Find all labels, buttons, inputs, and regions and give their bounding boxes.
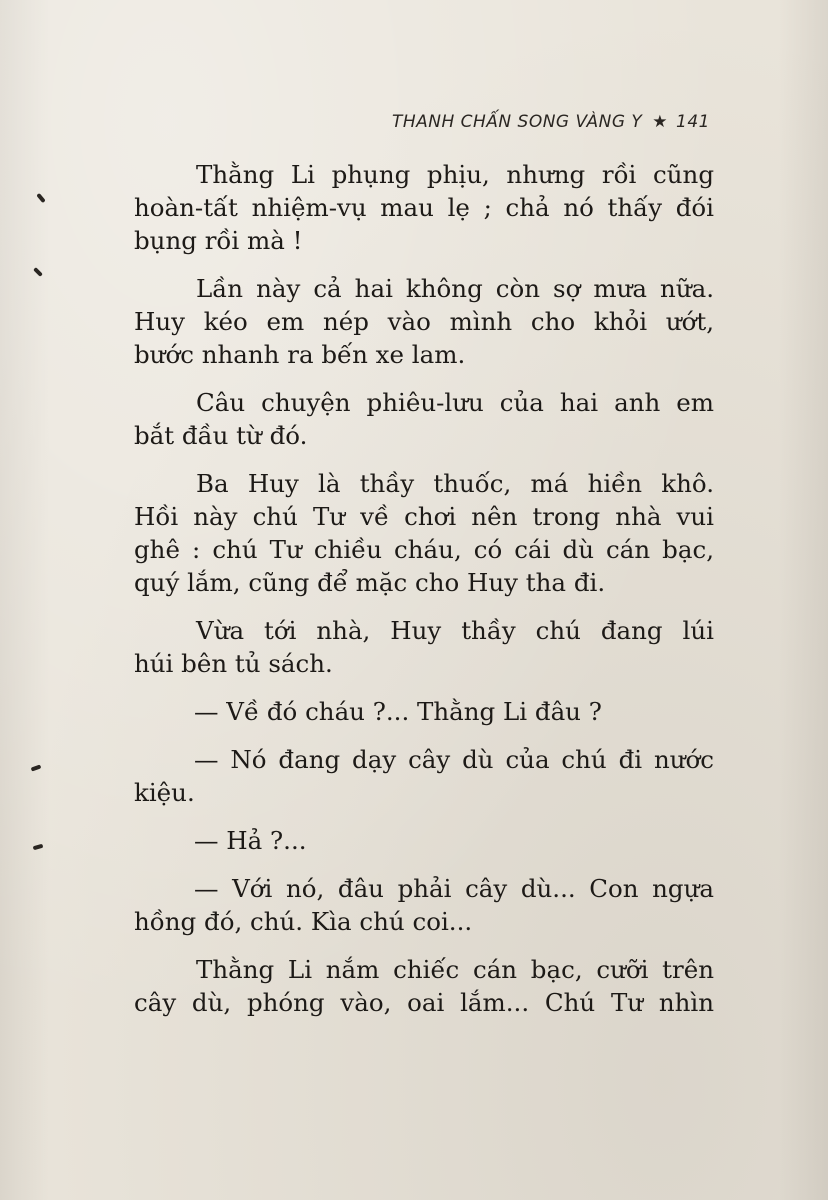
text-line: hoàn-tất nhiệm-vụ mau lẹ ; chả nó thấy đói bbox=[134, 193, 714, 222]
text-line: Lần này cả hai không còn sợ mưa nữa. bbox=[196, 274, 714, 303]
body-text bbox=[134, 158, 714, 1019]
text-line: ghê : chú Tư chiều cháu, có cái dù cán bạc, bbox=[134, 535, 714, 564]
text-line: bắt đầu từ đó. bbox=[134, 421, 308, 450]
dialogue-line: — Hả ?... bbox=[194, 826, 307, 855]
binding-mark bbox=[33, 267, 43, 277]
dialogue-line: — Nó đang dạy cây dù của chú đi nước bbox=[194, 745, 714, 774]
text-line: Thằng Li nắm chiếc cán bạc, cưỡi trên bbox=[196, 955, 714, 984]
text-line: quý lắm, cũng để mặc cho Huy tha đi. bbox=[134, 568, 606, 597]
text-line: bụng rồi mà ! bbox=[134, 226, 303, 255]
star-ornament-icon: ★ bbox=[652, 112, 669, 132]
text-line: kiệu. bbox=[134, 778, 195, 807]
binding-mark bbox=[36, 193, 45, 203]
text-line: Vừa tới nhà, Huy thầy chú đang lúi bbox=[196, 616, 714, 645]
text-line: Huy kéo em nép vào mình cho khỏi ướt, bbox=[134, 307, 714, 336]
text-line: hồng đó, chú. Kìa chú coi... bbox=[134, 907, 473, 936]
text-line: bước nhanh ra bến xe lam. bbox=[134, 340, 466, 369]
running-header bbox=[392, 112, 710, 132]
dialogue-line: — Về đó cháu ?... Thằng Li đâu ? bbox=[194, 697, 602, 726]
binding-mark bbox=[33, 844, 44, 850]
text-line: Câu chuyện phiêu-lưu của hai anh em bbox=[196, 388, 714, 417]
binding-mark bbox=[31, 764, 42, 771]
text-line: Thằng Li phụng phịu, nhưng rồi cũng bbox=[196, 160, 714, 189]
running-title: THANH CHẤN SONG VÀNG Y bbox=[391, 112, 643, 132]
text-line: Hồi này chú Tư về chơi nên trong nhà vui bbox=[134, 502, 714, 531]
dialogue-line: — Với nó, đâu phải cây dù... Con ngựa bbox=[194, 874, 714, 903]
text-line: Ba Huy là thầy thuốc, má hiền khô. bbox=[196, 469, 714, 498]
text-line: húi bên tủ sách. bbox=[134, 649, 333, 678]
text-line: cây dù, phóng vào, oai lắm... Chú Tư nhìn bbox=[134, 988, 714, 1017]
page-number: 141 bbox=[676, 112, 710, 132]
